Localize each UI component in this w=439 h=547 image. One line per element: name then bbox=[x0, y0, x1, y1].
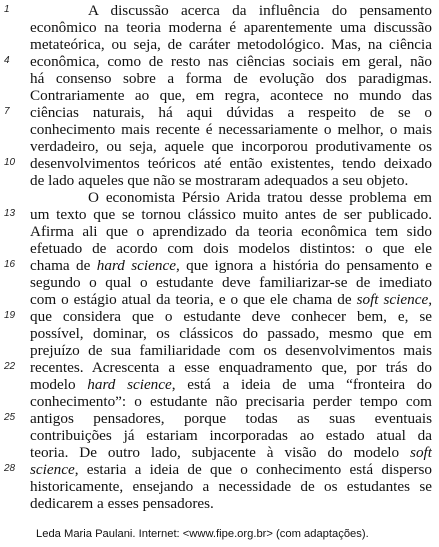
text-line bbox=[0, 138, 439, 155]
text-line bbox=[0, 189, 439, 206]
line-number: 10 bbox=[4, 157, 16, 168]
text-line bbox=[0, 155, 439, 172]
line-number: 28 bbox=[4, 463, 16, 474]
line-text: um texto que se tornou clássico muito antes de ser publicado. bbox=[30, 206, 432, 223]
line-text: conhecimento mais recente é necessariamente o melhor, o mais bbox=[30, 121, 432, 138]
line-text: teoria. De outro lado, subjacente à visão do modelo soft bbox=[30, 444, 432, 461]
text-line bbox=[0, 342, 439, 359]
line-text: modelo hard science, está a ideia de uma “fronteira do bbox=[30, 376, 432, 393]
line-text: com o estágio atual da teoria, e o que ele chama de soft science, bbox=[30, 291, 432, 308]
line-text: historicamente, ensejando a necessidade de os estudantes se bbox=[30, 478, 432, 495]
text-line bbox=[0, 461, 439, 478]
text-line bbox=[0, 444, 439, 461]
text-line bbox=[0, 291, 439, 308]
text-line bbox=[0, 427, 439, 444]
line-number: 4 bbox=[4, 55, 10, 66]
line-text: segundo o qual o estudante deve familiarizar-se de imediato bbox=[30, 274, 432, 291]
line-number: 13 bbox=[4, 208, 16, 219]
line-text: efetuado de acordo com dois modelos distintos: o que ele bbox=[30, 240, 432, 257]
line-number: 1 bbox=[4, 4, 10, 15]
line-text: metateórica, ou seja, de caráter metodológico. Mas, na ciência bbox=[30, 36, 432, 53]
text-line bbox=[0, 2, 439, 19]
text-line bbox=[0, 206, 439, 223]
line-number: 25 bbox=[4, 412, 16, 423]
text-line bbox=[0, 36, 439, 53]
text-line bbox=[0, 325, 439, 342]
line-number: 19 bbox=[4, 310, 16, 321]
text-line bbox=[0, 410, 439, 427]
line-text: ciências naturais, há aqui dúvidas a respeito de se o bbox=[30, 104, 432, 121]
italic-term: soft science bbox=[356, 291, 429, 308]
line-text: contribuições já estariam incorporadas ao estado atual da bbox=[30, 427, 432, 444]
italic-term: science bbox=[30, 461, 75, 478]
line-text: antigos pensadores, porque todas as suas eventuais bbox=[30, 410, 432, 427]
text-line bbox=[0, 121, 439, 138]
italic-term: hard science bbox=[96, 257, 176, 274]
line-text: econômico na teoria moderna é aparentemente uma discussão bbox=[30, 19, 432, 36]
line-text: Afirma ali que o aprendizado da teoria econômica tem sido bbox=[30, 223, 432, 240]
line-text: science, estaria a ideia de que o conhecimento está disperso bbox=[30, 461, 432, 478]
line-text: que considera que o estudante deve conhecer bem, e, se bbox=[30, 308, 432, 325]
line-text: há consenso sobre a forma de evolução dos paradigmas. bbox=[30, 70, 432, 87]
italic-term: hard science bbox=[87, 376, 172, 393]
line-text: de lado aqueles que não se mostraram adequados a seu objeto. bbox=[30, 172, 409, 189]
text-line bbox=[0, 274, 439, 291]
text-line bbox=[0, 172, 439, 189]
line-text: desenvolvimentos teóricos até então existentes, tendo deixado bbox=[30, 155, 432, 172]
text-line bbox=[0, 308, 439, 325]
line-number: 22 bbox=[4, 361, 16, 372]
line-number: 16 bbox=[4, 259, 16, 270]
text-line bbox=[0, 257, 439, 274]
line-text: dedicarem a esses pensadores. bbox=[30, 495, 214, 512]
line-text: conhecimento”: o estudante não precisaria perder tempo com bbox=[30, 393, 432, 410]
line-text: prejuízo de sua familiaridade com os desenvolvimentos mais bbox=[30, 342, 432, 359]
text-line bbox=[0, 376, 439, 393]
text-line bbox=[0, 478, 439, 495]
text-line bbox=[0, 87, 439, 104]
line-text: chama de hard science, que ignora a história do pensamento e bbox=[30, 257, 432, 274]
text-line bbox=[0, 393, 439, 410]
line-text: A discussão acerca da influência do pensamento bbox=[88, 2, 432, 19]
line-text: recentes. Acrescenta a esse enquadramento que, por trás do bbox=[30, 359, 432, 376]
text-line bbox=[0, 223, 439, 240]
text-line bbox=[0, 53, 439, 70]
text-line bbox=[0, 495, 439, 512]
line-text: O economista Pérsio Arida tratou desse problema em bbox=[88, 189, 432, 206]
source-caption: Leda Maria Paulani. Internet: <www.fipe.org.br> (com adaptações). bbox=[36, 528, 369, 540]
text-line bbox=[0, 104, 439, 121]
line-number: 7 bbox=[4, 106, 10, 117]
line-text: Contrariamente ao que, em regra, acontece no mundo das bbox=[30, 87, 432, 104]
italic-term: soft bbox=[410, 444, 432, 461]
text-line bbox=[0, 359, 439, 376]
line-text: verdadeiro, ou seja, aquele que incorporou produtivamente os bbox=[30, 138, 432, 155]
text-line bbox=[0, 240, 439, 257]
line-text: possível, dominar, os clássicos do passado, mesmo que em bbox=[30, 325, 432, 342]
text-line bbox=[0, 70, 439, 87]
text-line bbox=[0, 19, 439, 36]
line-text: econômica, como de resto nas ciências sociais em geral, não bbox=[30, 53, 432, 70]
